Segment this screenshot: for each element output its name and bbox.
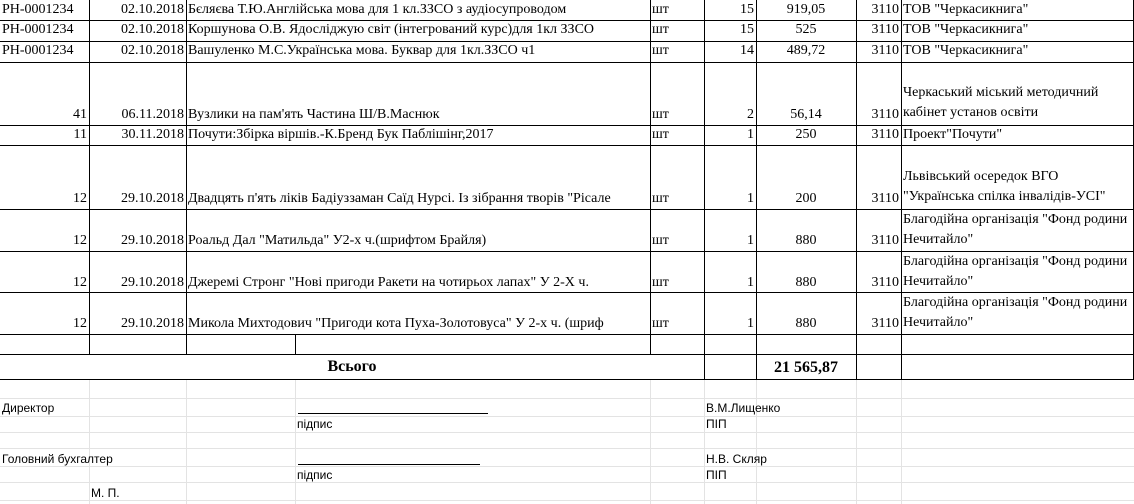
account: 3110 bbox=[871, 43, 899, 58]
quantity: 1 bbox=[747, 233, 754, 248]
quantity: 15 bbox=[740, 22, 754, 37]
item-name: Джеремі Стронг "Нові пригоди Ракети на чотирьох лапах" У 2-Х ч. bbox=[188, 275, 589, 290]
doc-number: РН-0001234 bbox=[2, 2, 74, 17]
doc-number: 12 bbox=[73, 233, 87, 248]
table-row bbox=[0, 63, 1134, 125]
accountant-sign-caption: підпис bbox=[297, 468, 333, 482]
supplier: ТОВ "Черкасикнига" bbox=[903, 2, 1029, 17]
quantity: 1 bbox=[747, 191, 754, 206]
price: 525 bbox=[795, 22, 817, 37]
director-pib-caption: ПІП bbox=[706, 417, 727, 431]
item-name: Микола Михтодович "Пригоди кота Пуха-Золотовуса" У 2-х ч. (шриф bbox=[188, 316, 604, 331]
table-row bbox=[0, 252, 1134, 292]
supplier: ТОВ "Черкасикнига" bbox=[903, 22, 1029, 37]
quantity: 1 bbox=[747, 127, 754, 142]
price: 880 bbox=[795, 275, 817, 290]
account: 3110 bbox=[871, 2, 899, 17]
supplier: Благодійна організація "Фонд родини Нечитайло" bbox=[903, 212, 1128, 247]
accountant-signature-line bbox=[298, 464, 480, 465]
quantity: 15 bbox=[740, 2, 754, 17]
doc-number: 12 bbox=[73, 316, 87, 331]
table-row bbox=[0, 22, 1134, 40]
item-name: Двадцять п'ять ліків Бадіуззаман Саїд Нурсі. Із зібрання творів "Рісале bbox=[188, 191, 611, 206]
unit: шт bbox=[652, 233, 669, 248]
doc-date: 29.10.2018 bbox=[121, 316, 184, 331]
item-name: Почути:Збірка віршів.-К.Бренд Бук Паблішінг,2017 bbox=[188, 127, 494, 142]
price: 880 bbox=[795, 233, 817, 248]
price: 56,14 bbox=[790, 107, 822, 122]
doc-date: 02.10.2018 bbox=[121, 2, 184, 17]
director-signature-line bbox=[298, 413, 488, 414]
unit: шт bbox=[652, 127, 669, 142]
price: 880 bbox=[795, 316, 817, 331]
supplier: ТОВ "Черкасикнига" bbox=[903, 43, 1029, 58]
quantity: 1 bbox=[747, 275, 754, 290]
account: 3110 bbox=[871, 275, 899, 290]
table-row bbox=[0, 293, 1134, 334]
doc-date: 30.11.2018 bbox=[121, 127, 184, 142]
unit: шт bbox=[652, 22, 669, 37]
account: 3110 bbox=[871, 316, 899, 331]
price: 919,05 bbox=[786, 2, 826, 17]
item-name: Коршунова О.В. Ядосліджую світ (інтегрований курс)для 1кл ЗЗСО bbox=[188, 22, 595, 37]
unit: шт bbox=[652, 191, 669, 206]
quantity: 2 bbox=[747, 107, 754, 122]
unit: шт bbox=[652, 316, 669, 331]
unit: шт bbox=[652, 2, 669, 17]
supplier: Проект"Почути" bbox=[903, 127, 1003, 142]
doc-date: 29.10.2018 bbox=[121, 275, 184, 290]
account: 3110 bbox=[871, 127, 899, 142]
account: 3110 bbox=[871, 191, 899, 206]
doc-date: 02.10.2018 bbox=[121, 43, 184, 58]
quantity: 1 bbox=[747, 316, 754, 331]
director-name: В.М.Лищенко bbox=[706, 401, 781, 415]
quantity: 14 bbox=[740, 43, 754, 58]
unit: шт bbox=[652, 43, 669, 58]
doc-number: 41 bbox=[73, 107, 87, 122]
supplier: Благодійна організація "Фонд родини Нечитайло" bbox=[903, 254, 1128, 289]
table-row bbox=[0, 2, 1134, 20]
table-row bbox=[0, 210, 1134, 251]
price: 200 bbox=[795, 191, 817, 206]
total-value: 21 565,87 bbox=[774, 360, 838, 376]
doc-date: 29.10.2018 bbox=[121, 233, 184, 248]
account: 3110 bbox=[871, 22, 899, 37]
doc-number: РН-0001234 bbox=[2, 22, 74, 37]
doc-date: 02.10.2018 bbox=[121, 22, 184, 37]
price: 489,72 bbox=[786, 43, 826, 58]
account: 3110 bbox=[871, 233, 899, 248]
doc-number: 12 bbox=[73, 191, 87, 206]
unit: шт bbox=[652, 107, 669, 122]
account: 3110 bbox=[871, 107, 899, 122]
table-row bbox=[0, 43, 1134, 61]
unit: шт bbox=[652, 275, 669, 290]
item-name: Роальд Дал "Матильда" У2-х ч.(шрифтом Брайля) bbox=[188, 233, 487, 248]
table-row bbox=[0, 127, 1134, 145]
doc-date: 29.10.2018 bbox=[121, 191, 184, 206]
stamp-place: М. П. bbox=[91, 486, 120, 500]
supplier: Благодійна організація "Фонд родини Нечитайло" bbox=[903, 295, 1128, 330]
doc-date: 06.11.2018 bbox=[121, 107, 184, 122]
price: 250 bbox=[795, 127, 817, 142]
total-label: Всього bbox=[327, 359, 377, 375]
doc-number: 12 bbox=[73, 275, 87, 290]
accountant-name: Н.В. Скляр bbox=[706, 452, 767, 466]
item-name: Вузлики на пам'ять Частина Ш/В.Маснюк bbox=[188, 107, 440, 122]
item-name: Вашуленко М.С.Українська мова. Буквар для 1кл.ЗЗСО ч1 bbox=[188, 43, 536, 58]
supplier: Черкаський міський методичний кабінет установ освіти bbox=[903, 85, 1099, 120]
table-row bbox=[0, 146, 1134, 209]
accountant-label: Головний бухгалтер bbox=[2, 452, 113, 466]
accountant-pib-caption: ПІП bbox=[706, 468, 727, 482]
item-name: Бєляєва Т.Ю.Англійська мова для 1 кл.ЗЗСО з аудіосупроводом bbox=[188, 2, 567, 17]
director-label: Директор bbox=[2, 401, 55, 415]
director-sign-caption: підпис bbox=[297, 417, 333, 431]
doc-number: 11 bbox=[73, 127, 87, 142]
supplier: Львівський осередок ВГО "Українська спілка інвалідів-УСІ" bbox=[903, 169, 1106, 204]
doc-number: РН-0001234 bbox=[2, 43, 74, 58]
